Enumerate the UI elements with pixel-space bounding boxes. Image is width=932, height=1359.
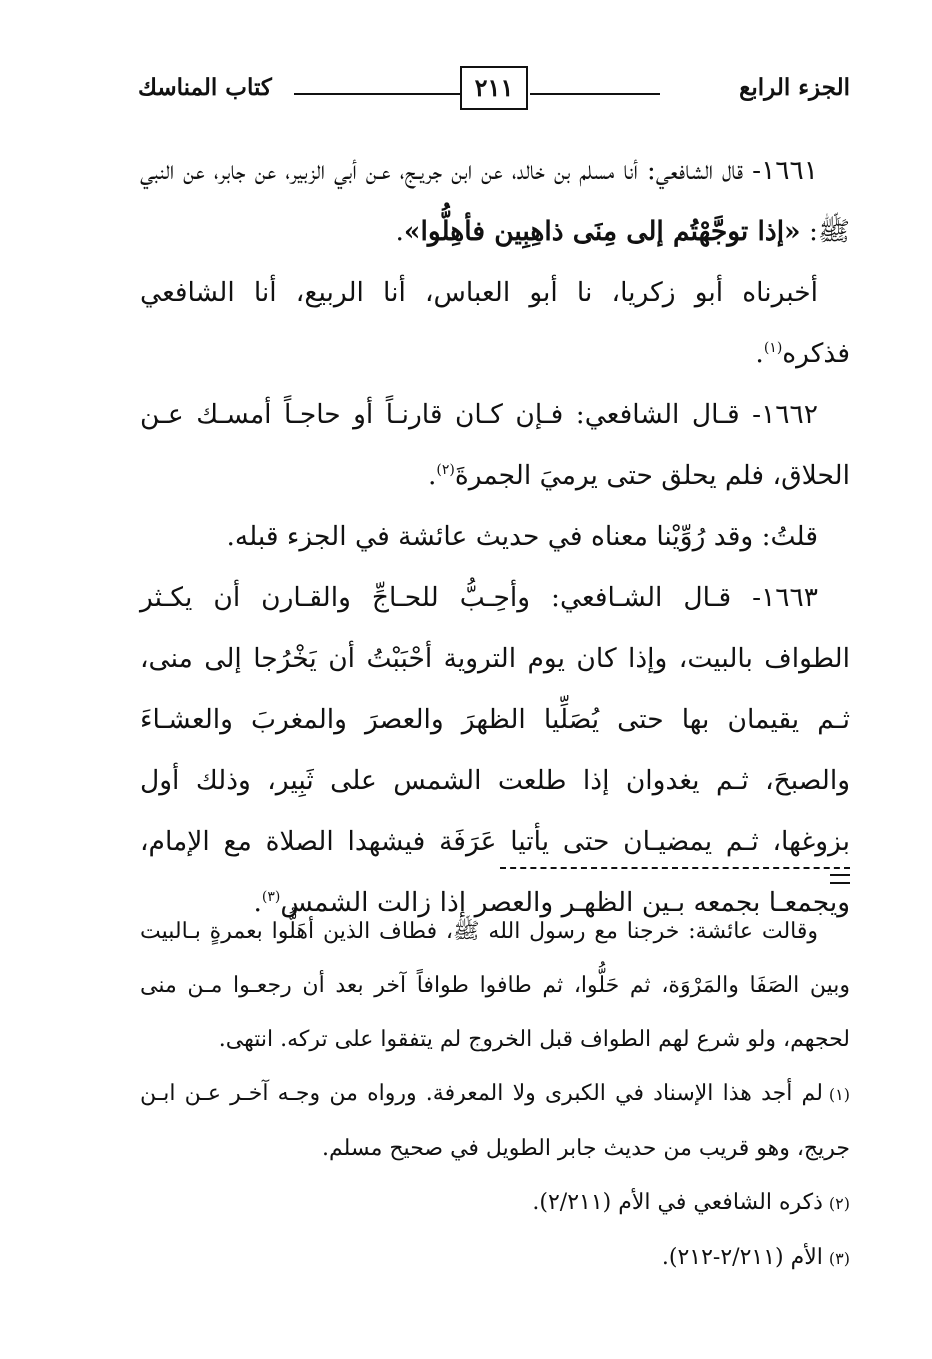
- p1-text: ١٦٦١- قال الشافعي: أنا مسلم بن خالد، عن ابن جريـج، عـن أبي الزبير، عن جابر، عن النبي ﷺ:: [140, 155, 850, 247]
- paragraph-1661: [140, 140, 850, 262]
- footnote-ref-1: (١): [763, 340, 783, 357]
- footnote-2-text: ذكره الشافعي في الأم (٢/٢١١).: [532, 1190, 823, 1215]
- footnote-3-mark: (٣): [828, 1249, 850, 1268]
- p5-text: ١٦٦٣- قـال الشـافعي: وأحِـبُّ للحـاجِّ والقـارن أن يكـثر الطواف بالبيت، وإذا كان يوم التروية أحْبَبْتُ أن يَخْرُجا إلى منى، ثـم يقيمان بها حتى يُصَلِّيا الظهرَ والعصرَ والمغربَ والعشـاءَ والصبحَ، ثـم يغدوان إذا طلعت الشمس على ثَبِير، وذلك أول بزوغها، ثـم يمضيـان حتى يأتيا عَرَفَة فيشهدا الصلاة مع الإمام، ويجمعـا بجمعه بـين الظهـر والعصر إذا زالت الشمس: [140, 582, 850, 918]
- footnote-1: [140, 1067, 850, 1176]
- header-rule-right: [530, 93, 660, 95]
- paragraph-qultu: [140, 506, 850, 567]
- footnote-3-text: الأم (٢/٢١١-٢١٢).: [661, 1245, 823, 1270]
- p5-end: .: [253, 887, 262, 918]
- footnote-2-mark: (٢): [828, 1194, 850, 1213]
- footnote-ref-2: (٢): [436, 462, 455, 479]
- volume-title: الجزء الرابع: [739, 74, 850, 101]
- p1-end: .: [395, 216, 404, 247]
- running-header: [138, 62, 850, 118]
- footnote-separator: [500, 867, 850, 869]
- page-number: ٢١١: [460, 66, 528, 110]
- p3-end: .: [427, 460, 437, 491]
- hadith-quote: «إذا توجَّهْتُم إلى مِنَى ذاهِبِين فأهِلُّوا»: [403, 216, 801, 247]
- footnote-1-mark: (١): [828, 1085, 850, 1104]
- paragraph-1662: [140, 384, 850, 506]
- footnote-separator-mark: [830, 874, 850, 884]
- p2-text: أخبرناه أبو زكريا، نا أبو العباس، أنا الربيع، أنا الشافعي فذكره: [140, 277, 850, 369]
- footnote-continuation: وقالت عائشة: خرجنا مع رسول الله ﷺ، فطاف الذين أهَلُّوا بعمرةٍ بـالبيت وبين الصَفَا والمَرْوَة، ثم حَلُّوا، ثم طافوا طوافاً آخر بعد أن رجعـوا مـن منى لحجهم، ولو شرع لهم الطواف قبل الخروج لم يتفقوا على تركه. انتهى.: [140, 919, 850, 1052]
- p3-text: ١٦٦٢- قـال الشافعي: فـإن كـان قارنـاً أو حاجـاً أمسـك عـن الحلاق، فلم يحلق حتى يرميَ الجمرةَ: [140, 399, 850, 491]
- footnote-1-text: لم أجد هذا الإسناد في الكبرى ولا المعرفة. ورواه من وجـه آخـر عـن ابـن جريج، وهو قريب من حديث جابر الطويل في صحيح مسلم.: [140, 1081, 850, 1161]
- main-text: [140, 140, 850, 933]
- p2-end: .: [755, 338, 764, 369]
- paragraph-isnad: [140, 262, 850, 384]
- footnotes: [140, 905, 850, 1286]
- footnote-ref-3: (٣): [261, 889, 281, 906]
- paragraph-1663: [140, 567, 850, 933]
- header-rule-left: [294, 93, 462, 95]
- p4-text: قلتُ: وقد رُوِّيْنا معناه في حديث عائشة في الجزء قبله.: [226, 521, 818, 552]
- footnote-3: [140, 1231, 850, 1286]
- chapter-title: كتاب المناسك: [138, 74, 272, 101]
- footnote-2: [140, 1176, 850, 1231]
